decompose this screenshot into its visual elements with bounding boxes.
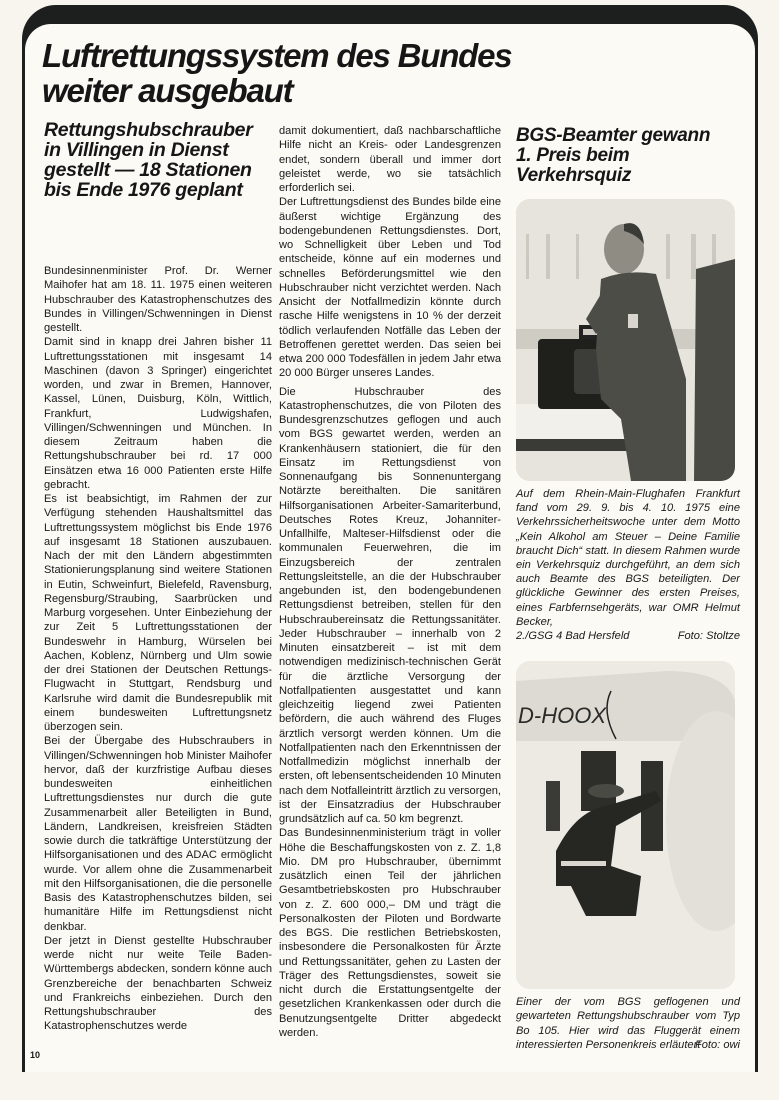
caption-text: Einer der vom BGS geflogenen und gewarteten Rettungshubschrauber vom Typ Bo 105. Hier wird das Fluggerät einem interessierten Personenkreis erläutert bbox=[516, 996, 740, 1051]
main-headline bbox=[42, 38, 682, 108]
photo-caption-2 bbox=[516, 995, 740, 1052]
helicopter-photo-illustration bbox=[516, 661, 735, 989]
photo-helicopter bbox=[516, 661, 735, 989]
paragraph: Bei der Übergabe des Hubschraubers in Villingen/Schwenningen hob Minister Maihofer hervor, daß der kurzfristige Aufbau dieses bundesweiten einheitlichen Luftrettungsdienstes nur durch die gute Zusammenarbeit aller Beteiligten in Bund, Ländern, Landkreisen, kreisfreien Städten sowie durch die tatkräftige Unterstützung der Hilfsorganisationen und des ADAC ermöglicht wurde. Vor allem ohne die Zusammenarbeit mit den Hilfsorganisationen, die die personelle Basis des Katastrophenschutzes bilden, sei humanitäre Hilfe im Rettungsdienst nicht denkbar. bbox=[44, 735, 272, 933]
officer-photo-illustration bbox=[516, 199, 735, 481]
paragraph: damit dokumentiert, daß nachbarschaftliche Hilfe nicht an Kreis- oder Landesgrenzen endet, sondern überall und immer dort geleistet werde, wo sie tatsächlich erforderlich sei. bbox=[279, 125, 501, 194]
photo-credit: Foto: Stoltze bbox=[677, 630, 740, 643]
headline-line-2: weiter ausgebaut bbox=[42, 72, 293, 109]
paragraph: Das Bundesinnenministerium trägt in voller Höhe die Beschaffungskosten von z. Z. 1,8 Mio. DM pro Hubschrauber, übernimmt zusätzlich einen Teil der jährlichen Gesamtbetriebskosten pro Hubschrauber von z. Z. 600 000,– DM und trägt die Personalkosten der Piloten und Bordwarte des BGS. Die restlichen Betriebskosten, insbesondere die Personalkosten für Ärzte und Rettungssanitäter, gehen zu Lasten der Träger des Rettungsdienstes, soweit sie nicht durch die Erstattungsentgelte der gesetzlichen Krankenkassen oder durch die Benutzungsentgelte Dritter abgedeckt werden. bbox=[279, 827, 501, 1039]
article-column-left bbox=[44, 120, 272, 1034]
sidebar-headline: BGS-Beamter gewann 1. Preis beim Verkehrsquiz bbox=[516, 125, 711, 186]
page-number: 10 bbox=[30, 1050, 41, 1060]
photo-caption-1 bbox=[516, 487, 740, 643]
caption-unit: 2./GSG 4 Bad Hersfeld bbox=[516, 630, 630, 643]
article-column-middle bbox=[279, 124, 501, 1040]
paragraph: Der jetzt in Dienst gestellte Hubschrauber werde nicht nur weite Teile Baden-Württembergs abdecken, sondern könne auch Grenzbereiche der benachbarten Schweiz und Frankreichs einbeziehen. Durch den Rettungshubschrauber des Katastrophenschutzes werde bbox=[44, 934, 272, 1033]
page-bottom-margin bbox=[0, 1072, 779, 1100]
paragraph: Damit sind in knapp drei Jahren bisher 11 Luftrettungsstationen mit insgesamt 14 Maschinen (davon 3 Springer) eingerichtet worden, und zwar in Bremen, Hannover, Kassel, Lünen, Duisburg, Köln, Wittlich, Frankfurt, Ludwigshafen, Villingen/Schwenningen und München. In diesem Zeitraum haben die Rettungshubschrauber bei rd. 17 000 Einsätzen etwa 16 000 Patienten erste Hilfe gebracht. bbox=[44, 336, 272, 491]
article-subheadline: Rettungshubschrauber in Villingen in Dienst gestellt — 18 Stationen bis Ende 1976 geplant bbox=[44, 119, 253, 201]
caption-text: Auf dem Rhein-Main-Flughafen Frankfurt fand vom 29. 9. bis 4. 10. 1975 eine Verkehrssicherheitswoche unter dem Motto „Kein Alkohol am Steuer – Deine Familie braucht Dich“ statt. In diesem Rahmen wurde ein Verkehrsquiz durchgeführt, an dem sich auch Beamte des BGS beteiligten. Der glückliche Gewinner des ersten Preises, eines Farbfernsehgeräts, war OMR Helmut Becker, bbox=[516, 488, 740, 628]
aircraft-registration: D-HOOX bbox=[518, 703, 606, 729]
photo-bgs-officer bbox=[516, 199, 735, 481]
paragraph: Bundesinnenminister Prof. Dr. Werner Maihofer hat am 18. 11. 1975 einen weiteren Hubschrauber des Katastrophenschutzes des Bundes in Villingen/Schwenningen in Dienst gestellt. bbox=[44, 265, 272, 334]
sidebar-column bbox=[516, 126, 740, 1052]
paragraph: Die Hubschrauber des Katastrophenschutzes, die von Piloten des Bundesgrenzschutzes geflogen und auch vom BGS gewartet werden, werden an Krankenhäusern stationiert, die für den Einsatz im Rettungsdienst von Sonnenaufgang bis Sonnenuntergang Notärzte bereithalten. Die sanitären Hilfsorganisationen Arbeiter-Samariterbund, Deutsches Rotes Kreuz, Johanniter-Unfallhilfe, Malteser-Hilfsdienst oder die kommunalen Feuerwehren, die im Einzugsbereich der zentralen Rettungsleitstelle, an die der Hubschrauber angebunden ist, den bodengebundenen Rettungsdienst betreiben, stellen für den Hubschraubereinsatz die Rettungssanitäter. Jeder Hubschrauber – innerhalb von 2 Minuten einsatzbereit – ist mit dem notwendigen medizinisch-technischen Gerät für die ärztliche Versorgung der Notfallpatienten ausgestattet und kann gleichzeitig liegend zwei Patienten befördern, die auch während des Fluges ärztlich versorgt werden können. Um die Notfallpatienten nach den Erkenntnissen der Notfallmedizin möglichst innerhalb der ersten, oft lebensentscheidenden 10 Minuten nach dem Notfalleintritt ärztlich zu versorgen, ist der Einsatzradius der Hubschrauber grundsätzlich auf ca. 50 km begrenzt. bbox=[279, 385, 501, 825]
photo-credit: Foto: owi bbox=[694, 1039, 740, 1052]
paragraph: Es ist beabsichtigt, im Rahmen der zur Verfügung stehenden Haushaltsmittel das Luftrettungssystem möglichst bis Ende 1976 auf insgesamt 18 Stationen auszubauen. Nach der mit den Ländern abgestimmten Stationierungsplanung sind weitere Stationen in Eutin, Schweinfurt, Bielefeld, Ravensburg, Regensburg/Straubing, Saarbrücken und Marburg vorgesehen. Unter Einbeziehung der zur Zeit 5 Luftrettungsstationen der Bundeswehr in Hamburg, Würselen bei Aachen, Koblenz, Nürnberg und Ulm sowie der drei Stationen der Deutschen Rettungs-Flugwacht in Stuttgart, Rendsburg und Karlsruhe wird damit die Bundesrepublik mit einem bundesweiten Luftrettungsnetz überzogen sein. bbox=[44, 493, 272, 733]
headline-line-1: Luftrettungssystem des Bundes bbox=[42, 37, 512, 74]
paragraph: Der Luftrettungsdienst des Bundes bilde eine äußerst wichtige Ergänzung des bodengebundenen Rettungsdienstes. Dort, wo Schnelligkeit über Leben und Tod entscheide, könne auf ein modernes und schnelles Beförderungsmittel wie den Hubschrauber nicht verzichtet werden. Nach Ansicht der Notfallmedizin könnte durch rasche Hilfe wenigstens in 10 % der derzeit tödlich verlaufenden Notfälle das Leben der Betroffenen gerettet werden. Das seien bei etwa 200 000 Todesfällen in jedem Jahr etwa 20 000 Bürger unseres Landes. bbox=[279, 196, 501, 380]
